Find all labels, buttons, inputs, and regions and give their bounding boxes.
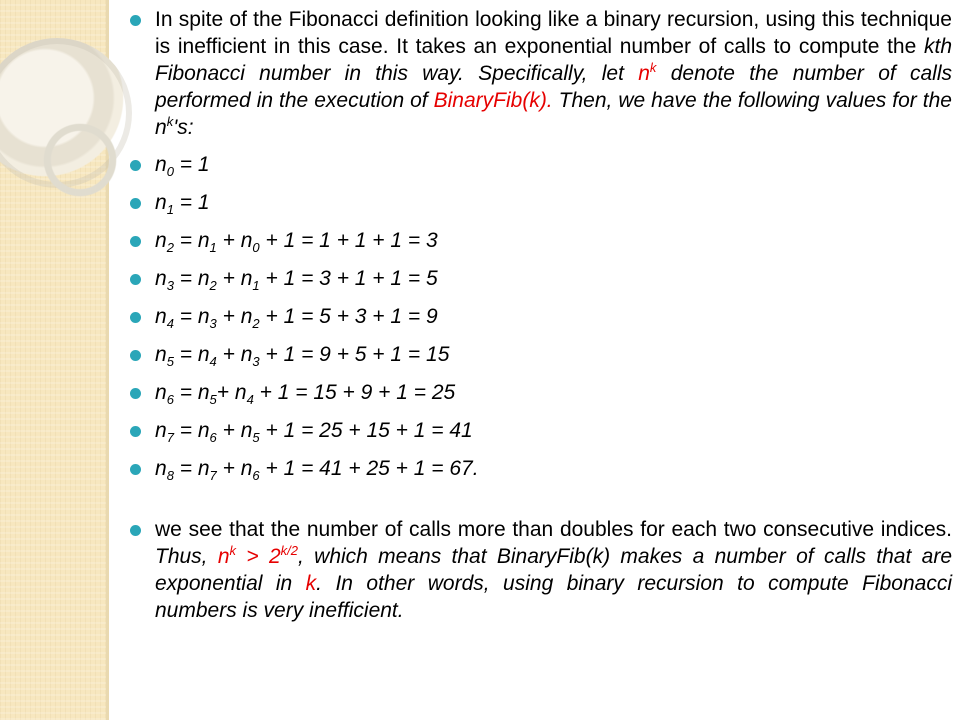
bullet-icon	[130, 426, 141, 437]
intro-text-4-sup: k	[166, 114, 174, 129]
bullet-icon	[130, 15, 141, 26]
equation-item: $n_2 = n_1 + n_0 + 1 = 1 + 1 + 1 = 3$	[130, 227, 952, 254]
bullet-icon	[130, 388, 141, 399]
bullet-icon	[130, 274, 141, 285]
final-text-1: we see that the number of calls more than doubles for each two consecutive indices.	[155, 518, 952, 541]
final-nk: $n^k > 2^{k/2}$	[217, 543, 298, 568]
conclusion-paragraph	[130, 516, 952, 624]
final-text-4: . In other words, using binary recursion to compute Fibonacci numbers is very inefficient.	[155, 572, 952, 622]
equation-item: $n_5 = n_4 + n_3 + 1 = 9 + 5 + 1 = 15$	[130, 341, 952, 368]
intro-text-3: denote the number of calls performed in the execution of	[155, 62, 953, 112]
final-k: k	[305, 572, 317, 595]
final-text-3: , which means that BinaryFib(k) makes a number of calls that are exponential in	[155, 545, 952, 595]
bullet-icon	[130, 198, 141, 209]
equation-item: $n_0 = 1$	[130, 151, 952, 178]
intro-text-4: Then, we have the following values for the n	[155, 89, 952, 139]
bullet-icon	[130, 525, 141, 536]
intro-text-1: In spite of the Fibonacci definition looking like a binary recursion, using this technique is inefficient in this case. It takes an exponential number of calls to compute the	[155, 8, 952, 58]
slide-content	[130, 6, 952, 624]
intro-paragraph	[130, 6, 952, 141]
equation-item: $n_6 = n_5+ n_4 + 1 = 15 + 9 + 1 = 25$	[130, 379, 952, 406]
decorative-ring-small	[38, 118, 122, 202]
equation-item: $n_8 = n_7 + n_6 + 1 = 41 + 25 + 1 = 67$.	[130, 455, 952, 482]
final-text-2: Thus,	[155, 545, 218, 568]
equation-item: $n_3 = n_2 + n_1 + 1 = 3 + 1 + 1 = 5$	[130, 265, 952, 292]
bullet-icon	[130, 160, 141, 171]
equation-item: $n_1 = 1$	[130, 189, 952, 216]
intro-nk: $n^k$	[638, 60, 657, 85]
equation-list	[130, 151, 952, 482]
intro-binaryfib: BinaryFib(k).	[433, 89, 553, 112]
equation-item: $n_4 = n_3 + n_2 + 1 = 5 + 3 + 1 = 9$	[130, 303, 952, 330]
bullet-icon	[130, 312, 141, 323]
bullet-icon	[130, 350, 141, 361]
bullet-icon	[130, 236, 141, 247]
bullet-icon	[130, 464, 141, 475]
intro-text-5: 's:	[173, 116, 194, 139]
intro-text-2: kth Fibonacci number in this way. Specifically, let	[155, 35, 952, 85]
equation-item: $n_7 = n_6 + n_5 + 1 = 25 + 15 + 1 = 41$	[130, 417, 952, 444]
